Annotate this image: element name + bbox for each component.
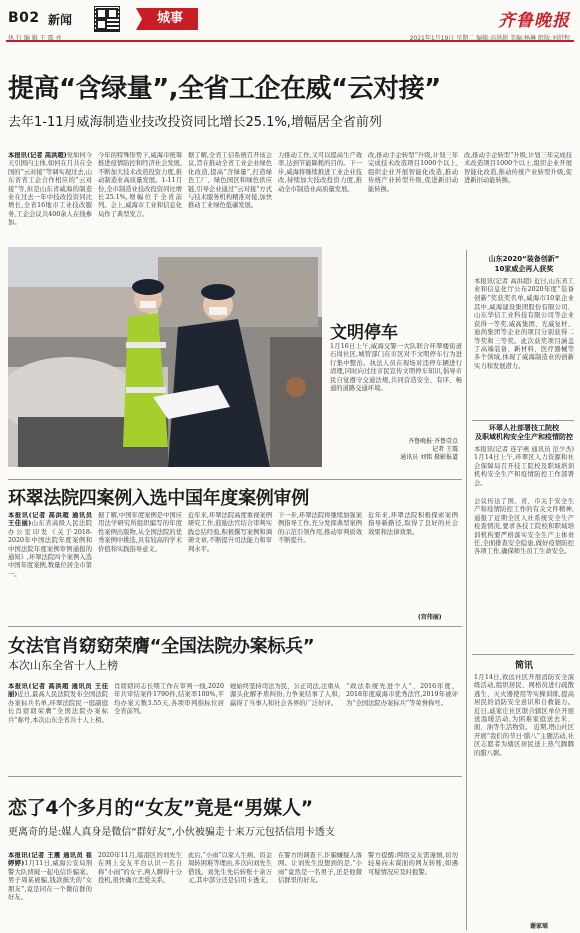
lead-column-6: 改,推动手企转型“升级,计划三年完成技术改造项目1000个以上,组织企业开展智能化改造,推动传统产业转型升级,促进新旧动能转换。	[464, 152, 572, 185]
judge-column-1: 本报讯(记者 高洪超 通讯员 王佳丽)近日,最高人民法院发布全国法院办案标兵名单,环翠法院民一庭副庭长肖窈窈荣膺“全国法院办案标兵”称号,本次山东全省共十人上榜。	[8, 683, 108, 724]
court-top-rule	[8, 479, 462, 480]
judge-top-rule	[8, 626, 462, 627]
scam-byline: 本报讯(记者 王震 通讯员 崔婷婷)	[8, 852, 92, 868]
masthead-rule	[6, 40, 574, 42]
briefs-body: 1月14日,致远社区开展消防安全演练活动,组织居民、网格员进行疏散逃生、灭火器使用等实操训练,提高居民的消防安全意识和自救能力。 近日,戚家庄社区联合辖区单位开展送温暖活动,为困难家庭送去米、面、油等生活物资。 近期,塔山社区开展“我们的节日·腊八”主题活动,社区志愿者为辖区居民送上热气腾腾的腊八粥。	[474, 674, 574, 757]
scam-column-1: 本报讯(记者 王震 通讯员 崔婷婷)1月11日,威海公安局刑警大队侦破一起电信诈骗案。男子周某被骗,钱款损失的“女朋友”,竟是同在一个微信群的好友。	[8, 852, 92, 902]
lead-headline[interactable]: 提高“含绿量”,全省工企在威“云对接”	[8, 74, 441, 104]
sidebar-kicker: 山东2020“装备创新”	[488, 255, 560, 263]
sidebar-body: 其中,威海建设集团股份有限公司、山东华信工业科技有限公司等企业获得一等奖,威高集团、光威复材、迪尚集团等企业的项目分别获得二等奖和三等奖。此次获奖项目涵盖了高端装备、新材料、医疗器械等多个领域,体现了威海制造业的创新实力和发展潜力。	[474, 304, 574, 370]
section-name: 新闻	[48, 13, 73, 27]
sidebar-headline[interactable]: 10家威企再人获奖	[494, 265, 554, 273]
photo-headline[interactable]: 文明停车	[330, 323, 398, 343]
court-column-2: 据了解,中国年度案例是中国应用法学研究所组织编写的年度性案例出版物,从全国法院的优秀案例中挑选,具有较高的学术价值和实践指导意义。	[98, 512, 182, 553]
judge-headline[interactable]: 女法官肖窈窈荣膺“全国法院办案标兵”	[8, 636, 315, 657]
briefs-title: 简讯	[514, 661, 533, 671]
judge-column-3: 她始终坚持司法为民、公正司法,注重从源头化解矛盾纠纷,力争案结事了人和,赢得了当事人和社会各界的广泛好评。	[230, 683, 340, 707]
scam-column-2: 2020年11月,临港区的刘先生在网上交友平台认识一名自称“小雨”的女子,两人聊得十分投机,很快确立恋爱关系。	[98, 852, 182, 885]
judge-column-2: 肖窈窈同志长期工作在审判一线,2020年共审结案件1790件,结案率100%,平均办案天数3.55天,各项审判指标位居全省前列。	[114, 683, 224, 716]
sidebar-body-2: 会议传达了国、省、市关于安全生产和疫情防控工作的有关文件精神,通报了近期全区人社系统安全生产检查情况,要求各技工院校和职域培训机构要严格落实安全生产主体责任,全面排查安全隐患,做好疫情防控各项工作,确保师生员工生命安全。	[474, 498, 574, 556]
court-column-3: 近年来,环翠法院高度重视案例研究工作,鼓励法官结合审判实践总结经验,积极撰写案例和调研文章,不断提升司法能力和审判水平。	[188, 512, 272, 553]
qr-code-icon[interactable]	[94, 6, 120, 32]
lead-column-1: 本报讯(记者 高洪超)党如何今天引国内主体,如何在月共在全国的“云对接”等调实现过去,山东省省工企合作相应的“云对接”等,但是山东省威海的制造业在过去一年中技改投资同比增长,全省16地市工业技改服务,工企会议共400余人在线参加。	[8, 152, 92, 227]
lead-column-3: 据了解,全省工信系统召开该会议,旨在推动全省工业企业绿色化改造,提高“含绿量”,打造绿色工厂、绿色园区和绿色供应链,引导企业通过“云对接”方式与技术服务机构精准对接,加快推动工业绿色低碳发展。	[188, 152, 272, 210]
court-headline[interactable]: 环翠法院四案例入选中国年度案例审例	[8, 488, 309, 509]
newspaper-logo: 齐鲁晚报	[498, 11, 570, 31]
editor-credit: 执 行 编 辑 王 震 亮	[8, 35, 62, 42]
issue-date-line: 2021年1月19日 星期二 编辑:高洪超 美编:杨琳 组版:刘舒程	[409, 35, 570, 42]
scam-subheadline: 更离奇的是:媒人真身是微信“群好友”,小伙被骗走十来万元包括信用卡透支	[8, 827, 335, 838]
sidebar-rule-2	[472, 654, 574, 655]
scam-column-4: 在警方的调查下,诈骗嫌疑人落网。让刘先生没想到的是,“小雨”竟然是一名男子,还是他微信群里的好友。	[278, 852, 362, 885]
sidebar-rule-1	[472, 420, 574, 421]
lead-column-2: 今年的特殊形势下,威海市统筹推进疫情防控和经济社会发展,不断加大技术改造投资力度,推动制造业高质量发展。1-11月份,全市制造业技改投资同比增长25.1%,增幅位于全省前列。会上,威海市工业和信息化局作了典型发言。	[98, 152, 182, 218]
photo-credit	[372, 438, 458, 462]
photo-caption: 1月16日上午,威海交警一大队联合环翠楼街道石岗社区,城管部门在市区对不文明停车行为进行集中整治。执法人员在现场对违停车辆进行清理,同时向过往市民宣传文明停车知识,倡导市民自觉遵守交通法规,共同营造安全、有序、畅通的道路交通环境。	[330, 343, 462, 393]
court-signature: (宫伟丽)	[418, 614, 442, 621]
lead-byline: 本报讯(记者 高洪超)	[8, 152, 67, 159]
scam-headline[interactable]: 恋了4个多月的“女友”竟是“男媒人”	[8, 797, 313, 819]
traffic-police-photo[interactable]	[8, 247, 322, 467]
sidebar-divider	[466, 250, 467, 930]
court-column-4: 下一步,环翠法院将继续加强案例指导工作,充分发挥典型案例的示范引领作用,推动审判质效不断提升。	[278, 512, 362, 545]
judge-column-4: “政法系统先进个人”、2016年度、2018年度威海市优秀法官,2019年被评为“全国法院办案标兵”等荣誉称号。	[346, 683, 458, 707]
judge-subheadline: 本次山东全省十人上榜	[8, 659, 118, 672]
lead-subheadline: 去年1-11月威海制造业技改投资同比增长25.1%,增幅居全省前列	[8, 115, 382, 130]
credit-line-3: 通讯员 刘铭 摄影报道	[400, 454, 458, 461]
credit-line-2: 记者 王震	[432, 446, 458, 453]
court-column-5: 近年来,环翠法院积极探索案例指导新路径,取得了良好的社会效果和法律效果。	[368, 512, 458, 536]
court-byline: 本报讯(记者 高洪超 通讯员 王佳丽)	[8, 512, 92, 528]
court-column-1: 本报讯(记者 高洪超 通讯员 王佳丽)山东省高级人民法院办公室印发《关于2018-2020年中国法院年度案例和中国法院年度案例审例通报的通知》,环翠法院四个案例入选中国年度案例,数量位居全市第一。	[8, 512, 92, 578]
section-tag: 城事	[142, 8, 198, 30]
sidebar-lead: 本报讯(记者 高洪超) 近日,山东省工业和信息化厅公布2020年度“装备创新”奖获奖名单,威海市10家企业	[474, 278, 574, 302]
lead-column-4: 力推动工作,又可以提高生产效率,达到节能降耗的目的。下一步,威海将继续推进工业企业技改,持续加大技改投资力度,推动全市制造业高质量发展。	[278, 152, 362, 193]
masthead	[6, 4, 574, 44]
credit-line-1: 齐鲁晚报·齐鲁壹点	[408, 438, 458, 445]
scam-top-rule	[8, 776, 462, 777]
sidebar-lead-2: 本报讯(记者 连宇燕 通讯员 范少杰) 1月14日上午,环翠区人力资源和社会保障局召开技工院校及职域培训机构安全生产和疫情防控工作部署会。	[474, 446, 574, 487]
sidebar-headline-2[interactable]: 环翠人社部署技工院校 及职域机构安全生产和疫情防控	[475, 424, 573, 441]
judge-byline: 本报讯(记者 高洪超 通讯员 王佳丽)	[8, 683, 108, 699]
page-number: B02	[8, 10, 40, 26]
scam-column-3: 此后,“小雨”以家人生病、资金周转困难等理由,多次向刘先生借钱。刘先生先后转账十余万元,其中部分还是信用卡透支。	[188, 852, 272, 885]
lead-column-5: 改,推动手企转型“升级,计划三年完成技术改造项目1000个以上,组织企业开展智能化改造,推动传统产业转型升级,促进新旧动能转换。	[368, 152, 458, 193]
briefs-signature: 谢家瑶	[530, 923, 549, 930]
scam-column-5: 警方提醒:网络交友需谨慎,切勿轻易向未谋面的网友转账,如遇可疑情况应及时报警。	[368, 852, 458, 876]
photo-illustration	[8, 247, 322, 467]
